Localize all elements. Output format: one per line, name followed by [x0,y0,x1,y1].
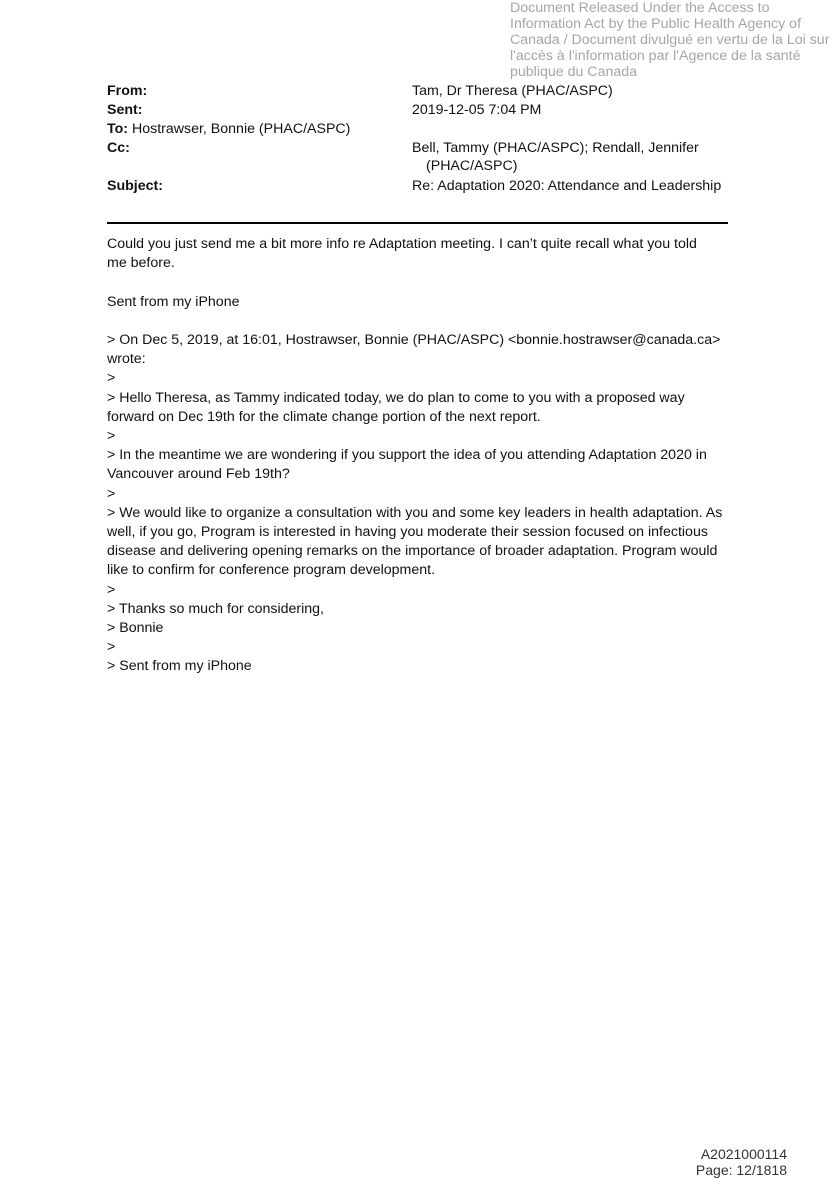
subject-label: Subject: [107,178,163,194]
body-line [107,273,732,292]
release-stamp-line: l'accès à l'information par l'Agence de la santé [510,48,801,64]
body-line: > In the meantime we are wondering if you support the idea of you attending Adaptation 2020 in [107,447,707,464]
from-label: From: [107,83,148,99]
body-line: Sent from my iPhone [107,293,240,310]
body-line: wrote: [107,351,146,368]
body-line: > [107,428,116,444]
release-stamp [510,0,832,80]
body-line: like to confirm for conference program development. [107,562,436,579]
release-stamp-line: publique du Canada [510,64,638,80]
to-value: Hostrawser, Bonnie (PHAC/ASPC) [131,121,351,137]
body-line: well, if you go, Program is interested in having you moderate their session focused on infectious [107,524,708,541]
subject-value: Re: Adaptation 2020: Attendance and Leadership [412,178,722,194]
body-line: > [107,370,116,387]
cc-value-line1: Bell, Tammy (PHAC/ASPC); Rendall, Jennifer [412,140,699,156]
body-line: Could you just send me a bit more info re Adaptation meeting. I can’t quite recall what you told [107,236,697,252]
cc-value-line2: (PHAC/ASPC) [426,158,518,174]
body-line: > [107,639,116,656]
sent-label: Sent: [107,102,143,118]
body-line: > We would like to organize a consultation with you and some key leaders in health adaptation. As [107,504,723,521]
body-line: > Hello Theresa, as Tammy indicated today, we do plan to come to you with a proposed way [107,389,685,406]
body-line: > On Dec 5, 2019, at 16:01, Hostrawser, Bonnie (PHAC/ASPC) <bonnie.hostrawser@canada.ca> [107,331,721,348]
page-number: Page: 12/1818 [695,1161,787,1178]
header-divider [107,222,728,224]
to-row [107,120,350,138]
release-stamp-line: Canada / Document divulgué en vertu de la Loi sur [510,32,830,48]
document-id: A2021000114 [700,1146,787,1162]
from-value: Tam, Dr Theresa (PHAC/ASPC) [412,83,613,99]
page-footer [696,1147,787,1178]
cc-label: Cc: [107,140,130,156]
body-line: me before. [107,255,175,272]
body-line: > Thanks so much for considering, [107,600,324,617]
email-body [107,235,732,677]
body-line: > Sent from my iPhone [107,658,252,675]
body-line: disease and delivering opening remarks on the importance of broader adaptation. Program would [107,543,718,560]
sent-value: 2019-12-05 7:04 PM [412,102,542,118]
body-line: > [107,485,116,502]
to-label: To: [107,121,129,137]
release-stamp-line: Document Released Under the Access to [510,0,770,16]
body-line: Vancouver around Feb 19th? [107,466,290,483]
body-line: > Bonnie [107,620,164,637]
body-line: forward on Dec 19th for the climate change portion of the next report. [107,408,541,425]
body-line [107,312,732,331]
release-stamp-line: Information Act by the Public Health Agency of [510,16,802,32]
body-line: > [107,581,116,598]
